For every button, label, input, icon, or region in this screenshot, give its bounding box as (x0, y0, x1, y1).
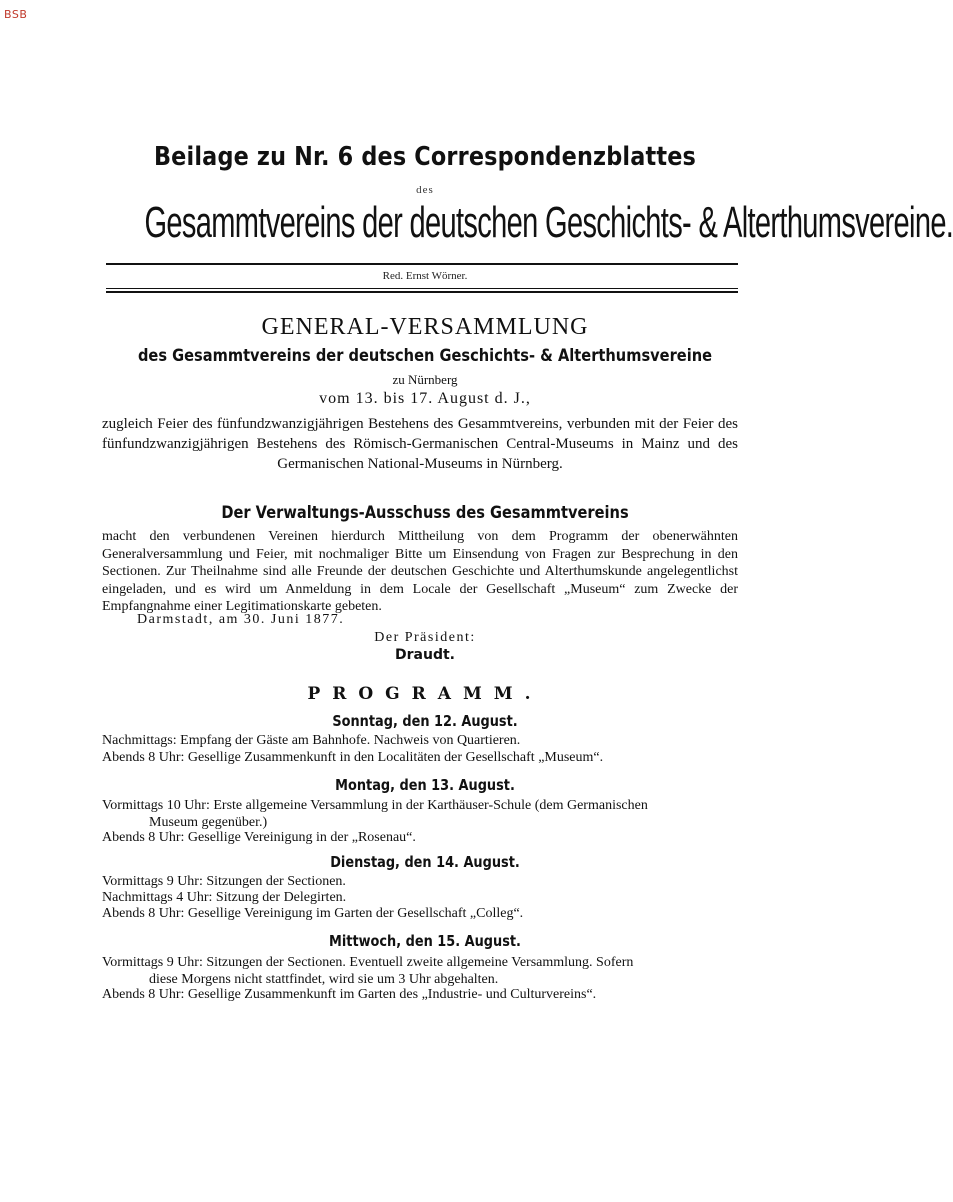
association-title: Gesammtvereins der deutschen Geschichts- & Alterthumsvereine. (144, 198, 953, 247)
editor-line: Red. Ernst Wörner. (382, 270, 468, 282)
program-entry: Abends 8 Uhr: Gesellige Zusammenkunft im Garten des „Industrie- und Culturvereins“. (102, 987, 597, 1002)
assembly-dates: vom 13. bis 17. August d. J., (319, 390, 531, 407)
place-date: Darmstadt, am 30. Juni 1877. (137, 612, 345, 627)
assembly-heading: GENERAL-VERSAMMLUNG (261, 314, 589, 340)
header-rule-top (106, 263, 738, 265)
library-mark: BSB (4, 8, 28, 21)
header-rule-bottom-1 (106, 288, 738, 289)
day-title: Montag, den 13. August. (335, 776, 515, 794)
program-entry: Abends 8 Uhr: Gesellige Zusammenkunft in den Localitäten der Gesellschaft „Museum“. (102, 750, 604, 765)
program-entry: Abends 8 Uhr: Gesellige Vereinigung im Garten der Gesellschaft „Colleg“. (102, 906, 524, 921)
president-name: Draudt. (395, 647, 455, 663)
program-heading: PROGRAMM. (307, 684, 543, 704)
program-entry: Vormittags 9 Uhr: Sitzungen der Sectionen. (102, 874, 346, 889)
day-title: Sonntag, den 12. August. (332, 712, 518, 730)
program-entry: Vormittags 9 Uhr: Sitzungen der Sectionen. Eventuell zweite allgemeine Versammlung. Sofern diese Morgens nicht stattfindet, wird sie um 3 Uhr abgehalten. (102, 955, 742, 988)
committee-heading: Der Verwaltungs-Ausschuss des Gesammtvereins (221, 503, 629, 523)
assembly-place: zu Nürnberg (392, 372, 458, 387)
president-label: Der Präsident: (374, 630, 476, 645)
entry-continuation: Museum gegenüber.) (149, 814, 268, 830)
day-title: Dienstag, den 14. August. (330, 853, 520, 871)
day-title: Mittwoch, den 15. August. (329, 932, 521, 950)
program-entry: Nachmittags 4 Uhr: Sitzung der Delegirten. (102, 890, 347, 905)
entry-continuation: diese Morgens nicht stattfindet, wird sie um 3 Uhr abgehalten. (149, 971, 499, 987)
program-entry: Abends 8 Uhr: Gesellige Vereinigung in der „Rosenau“. (102, 830, 416, 845)
supplement-title: Beilage zu Nr. 6 des Correspondenzblattes (153, 142, 697, 172)
header-rule-bottom-2 (106, 291, 738, 293)
program-entry: Vormittags 10 Uhr: Erste allgemeine Versammlung in der Karthäuser-Schule (dem Germanischen Museum gegenüber.) (102, 798, 742, 831)
assembly-description: zugleich Feier des fünfundzwanzigjährigen Bestehens des Gesammtvereins, verbunden mit der Feier des fünfundzwanzigjährigen Bestehens des Römisch-Germanischen Central-Museums in Mainz und des Germanischen National-Museums in Nürnberg. (102, 416, 738, 472)
program-entry: Nachmittags: Empfang der Gäste am Bahnhofe. Nachweis von Quartieren. (102, 733, 521, 748)
title-connector: des (416, 184, 434, 196)
committee-text: macht den verbundenen Vereinen hierdurch Mittheilung von dem Programm der obenerwähnten Generalversammlung und Feier, mit nochmaliger Bitte um Einsendung von Fragen zur Besprechung in den Sectionen. Zur Theilnahme sind alle Freunde der deutschen Geschichte und Alterthumskunde angelegentlichst eingeladen, und es wird um Anmeldung in dem Locale der Gesellschaft „Museum“ zum Zwecke der Empfangnahme einer Legitimationskarte gebeten. (102, 529, 738, 614)
assembly-subheading: des Gesammtvereins der deutschen Geschichts- & Alterthumsvereine (137, 346, 713, 366)
